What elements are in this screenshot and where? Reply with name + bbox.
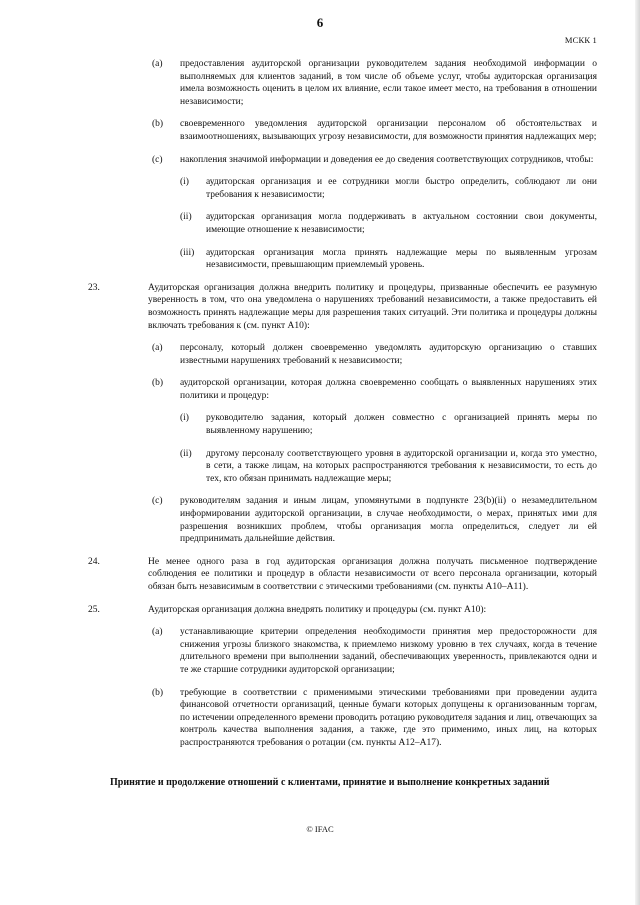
body-text — [88, 58, 597, 760]
sub-list-item — [110, 247, 597, 272]
page-number: 6 — [316, 15, 324, 30]
paragraph-number: 23. — [88, 282, 100, 293]
item-label: (ii) — [180, 212, 192, 223]
list-item — [110, 342, 597, 367]
list-item — [110, 626, 597, 676]
paragraph-text: Аудиторская организация должна внедрить политику и процедуры, призванные обеспечить ее разумную уверенность в том, что она уведомлена о нарушениях требований независимости, а также предоставить ей возможность принять надлежащие меры для разрешения таких ситуаций. Эти политика и процедуры должны включать требования к (см. пункт А10): — [148, 282, 597, 331]
item-text: аудиторская организация и ее сотрудники могли быстро определить, соблюдают ли они требования к независимости; — [206, 177, 597, 200]
list-item — [110, 687, 597, 750]
item-label: (b) — [152, 119, 164, 130]
item-text: своевременного уведомления аудиторской организации персоналом об обстоятельствах и взаимоотношениях, вызывающих угрозу независимости, для возможности принятия надлежащих мер; — [180, 119, 597, 142]
paragraph-text: Аудиторская организация должна внедрять политику и процедуры (см. пункт А10): — [148, 604, 487, 615]
item-text: аудиторская организация могла принять надлежащие меры по выявленным угрозам независимости, превышающим приемлемый уровень. — [206, 247, 597, 271]
item-text: аудиторской организации, которая должна своевременно сообщать о выявленных нарушениях этих политики и процедур: — [180, 378, 597, 401]
item-text: накопления значимой информации и доведения ее до сведения соответствующих сотрудников, чтобы: — [180, 154, 594, 165]
list-item — [110, 495, 597, 545]
item-text: предоставления аудиторской организации руководителем задания необходимой информации о выполняемых для клиентов заданий, в том числе об объеме услуг, чтобы аудиторская организация имела возможность оценить в целом их влияние, если такое имеет место, на требования в отношении независимости; — [180, 59, 597, 107]
list-item — [110, 377, 597, 402]
list-item — [110, 118, 597, 143]
item-label: (a) — [152, 343, 163, 354]
sub-list-item — [110, 211, 597, 236]
list-item — [110, 58, 597, 108]
item-label: (b) — [152, 378, 164, 389]
scan-edge — [635, 0, 640, 905]
item-text: аудиторская организация могла поддерживать в актуальном состоянии свои документы, имеющие отношение к независимости; — [206, 212, 597, 235]
paragraph-23 — [88, 282, 597, 332]
item-text: руководителям задания и иным лицам, упомянутыми в подпункте 23(b)(ii) о незамедлительном информировании аудиторской организации, в случае необходимости, о мерах, принятых ими для разрешения возникших проблем, чтобы организация могла определиться, следует ли ей предпринимать дальнейшие действия. — [180, 496, 597, 545]
item-text: другому персоналу соответствующего уровня в аудиторской организации и, когда это уместно, в сети, а также лицам, на которых распространяются требования к независимости, то есть до тех, кто обязан принимать надлежащие меры; — [206, 448, 597, 484]
footer-copyright: © IFAC — [306, 824, 334, 834]
item-text: требующие в соответствии с применимыми этическими требованиями при проведении аудита финансовой отчетности организаций, ценные бумаги которых допущены к организованным торгам, по истечении определенного времени проводить ротацию руководителя задания и лиц, отвечающих за контроль качества выполнения задания, а также, где это применимо, иных лиц, на которых распространяются требования о ротации (см. пункты А12–А17). — [180, 687, 597, 748]
item-label: (iii) — [180, 247, 195, 258]
item-text: устанавливающие критерии определения необходимости принятия мер предосторожности для снижения угрозы близкого знакомства, к приемлемо низкому уровню в тех случаях, когда в течение длительного времени при выполнении заданий, обеспечивающих уверенность, привлекаются одни и те же старшие сотрудники аудиторской организации; — [180, 627, 597, 675]
paragraph-number: 25. — [88, 604, 100, 615]
item-label: (c) — [152, 154, 163, 165]
item-text: персоналу, который должен своевременно уведомлять аудиторскую организацию о ставших известными нарушениях требований к независимости; — [180, 343, 597, 366]
sub-list-item — [110, 176, 597, 201]
item-label: (i) — [180, 413, 189, 424]
item-text: руководителю задания, который должен совместно с организацией принять меры по выявленному нарушению; — [206, 413, 597, 437]
paragraph-25 — [88, 604, 597, 617]
item-label: (ii) — [180, 448, 192, 459]
paragraph-number: 24. — [88, 556, 100, 567]
item-label: (a) — [152, 59, 163, 69]
sub-list-item — [110, 412, 597, 437]
paragraph-text: Не менее одного раза в год аудиторская организация должна получать письменное подтверждение соблюдения ее политики и процедур в области независимости от всего персонала организации, который обязан быть независимым в соответствии с этическими требованиями (см. пункты А10–А11). — [148, 556, 597, 592]
item-label: (a) — [152, 627, 163, 638]
sub-list-item — [110, 448, 597, 486]
header-code: МСКК 1 — [564, 35, 597, 45]
item-label: (c) — [152, 496, 163, 507]
list-item — [110, 154, 597, 167]
item-label: (b) — [152, 687, 164, 698]
item-label: (i) — [180, 177, 189, 188]
paragraph-24 — [88, 556, 597, 594]
section-heading: Принятие и продолжение отношений с клиентами, принятие и выполнение конкретных заданий — [110, 777, 550, 788]
